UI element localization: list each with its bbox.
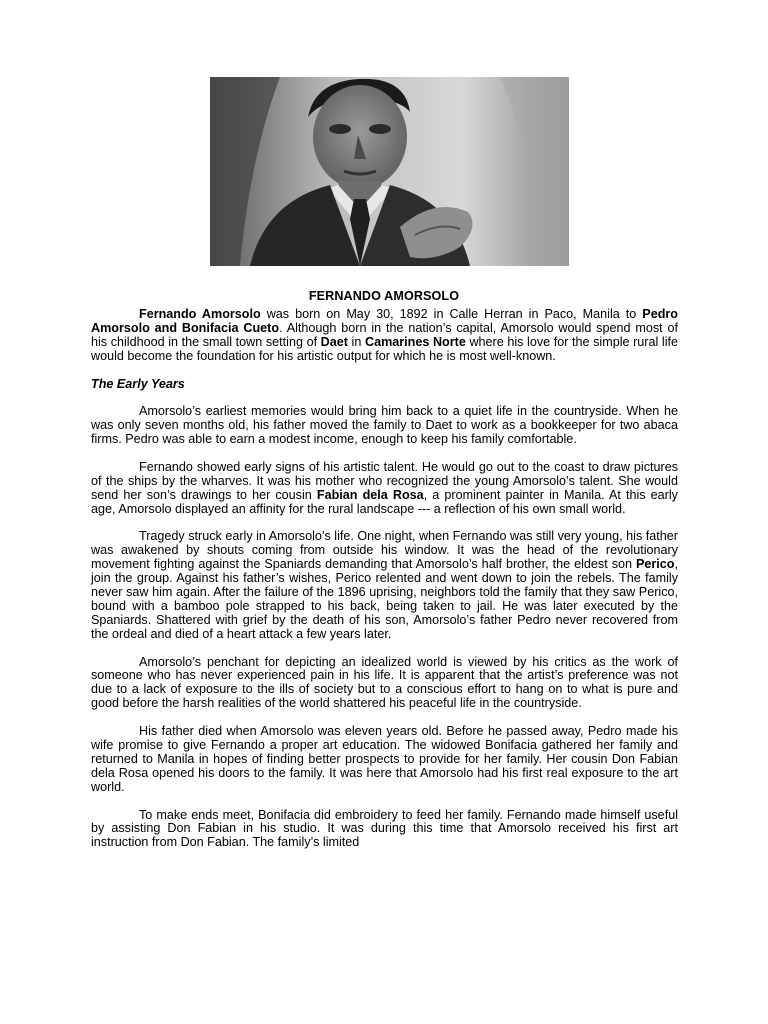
- paragraph-idealized-world: Amorsolo’s penchant for depicting an idealized world is viewed by his critics as the work of someone who has never experienced pain in his life. It is apparent that the artist’s preference was not due to a lack of exposure to the ills of society but to a conscious effort to hang on to what is pure and good before the harsh realities of the world shattered his peaceful life in the countryside.: [91, 654, 678, 711]
- text-span: where his love for the simple rural life would become the foundation for his artistic output for which he is most well-known.: [91, 334, 678, 363]
- portrait-photo: [210, 77, 569, 266]
- document-title: FERNANDO AMORSOLO: [308, 289, 460, 303]
- bold-perico: Perico: [635, 557, 675, 572]
- text-span: , a prominent painter in Manila. At this early age, Amorsolo displayed an affinity for the rural landscape --- a reflection of his own small world.: [91, 487, 678, 516]
- bold-name: Fernando Amorsolo: [139, 307, 261, 321]
- bold-place-camarines: Camarines Norte: [364, 334, 466, 349]
- text-span: Tragedy struck early in Amorsolo’s life. One night, when Fernando was still very young, his father was awakened by shouts coming from outside his window. It was the head of the revolutionary movement fighting against the Spaniards demanding that Amorsolo’s half brother, the eldest son: [91, 529, 678, 572]
- paragraph-make-ends-meet: To make ends meet, Bonifacia did embroidery to feed her family. Fernando made himself useful by assisting Don Fabian in his studio. It was during this time that Amorsolo received his first art instruction from Don Fabian. The family’s limited: [91, 807, 678, 850]
- document-body: [91, 308, 678, 864]
- paragraph-father-died: His father died when Amorsolo was eleven years old. Before he passed away, Pedro made his wife promise to give Fernando a proper art education. The widowed Bonifacia gathered her family and returned to Manila in hopes of finding better prospects to provide for her family. Her cousin Don Fabian dela Rosa opened his doors to the family. It was here that Amorsolo had his first real exposure to the art world.: [91, 724, 678, 794]
- bold-cousin-name: Fabian dela Rosa: [316, 487, 424, 502]
- paragraph-intro: [91, 308, 678, 364]
- paragraph-early-memories: Amorsolo’s earliest memories would bring him back to a quiet life in the countryside. When he was only seven months old, his father moved the family to Daet to work as a bookkeeper for two abaca firms. Pedro was able to earn a modest income, enough to keep his family comfortable.: [91, 404, 678, 447]
- text-span: . Although born in the nation’s capital, Amorsolo would spend most of his childhood in the small town setting of: [91, 320, 678, 349]
- bold-place-daet: Daet: [320, 334, 348, 349]
- bold-parents: Pedro Amorsolo and Bonifacia Cueto: [91, 307, 678, 335]
- text-span: in: [347, 334, 365, 349]
- text-span: , join the group. Against his father’s wishes, Perico relented and went down to join the rebels. The family never saw him again. After the failure of the 1896 uprising, neighbors told the family that they saw Perico, bound with a bamboo pole strapped to his back, being taken to jail. He was later executed by the Spaniards. Shattered with grief by the death of his son, Amorsolo’s father Pedro never recovered from the ordeal and died of a heart attack a few years later.: [91, 557, 678, 641]
- text-span: was born on May 30, 1892 in Calle Herran in Paco, Manila to: [260, 307, 643, 321]
- text-span: Fernando showed early signs of his artistic talent. He would go out to the coast to draw pictures of the ships by the wharves. It was his mother who recognized the young Amorsolo’s talent. She would send her son’s drawings to her cousin: [91, 459, 678, 502]
- paragraph-tragedy: [91, 530, 678, 641]
- section-heading: The Early Years: [91, 376, 185, 391]
- paragraph-artistic-talent: [91, 461, 678, 517]
